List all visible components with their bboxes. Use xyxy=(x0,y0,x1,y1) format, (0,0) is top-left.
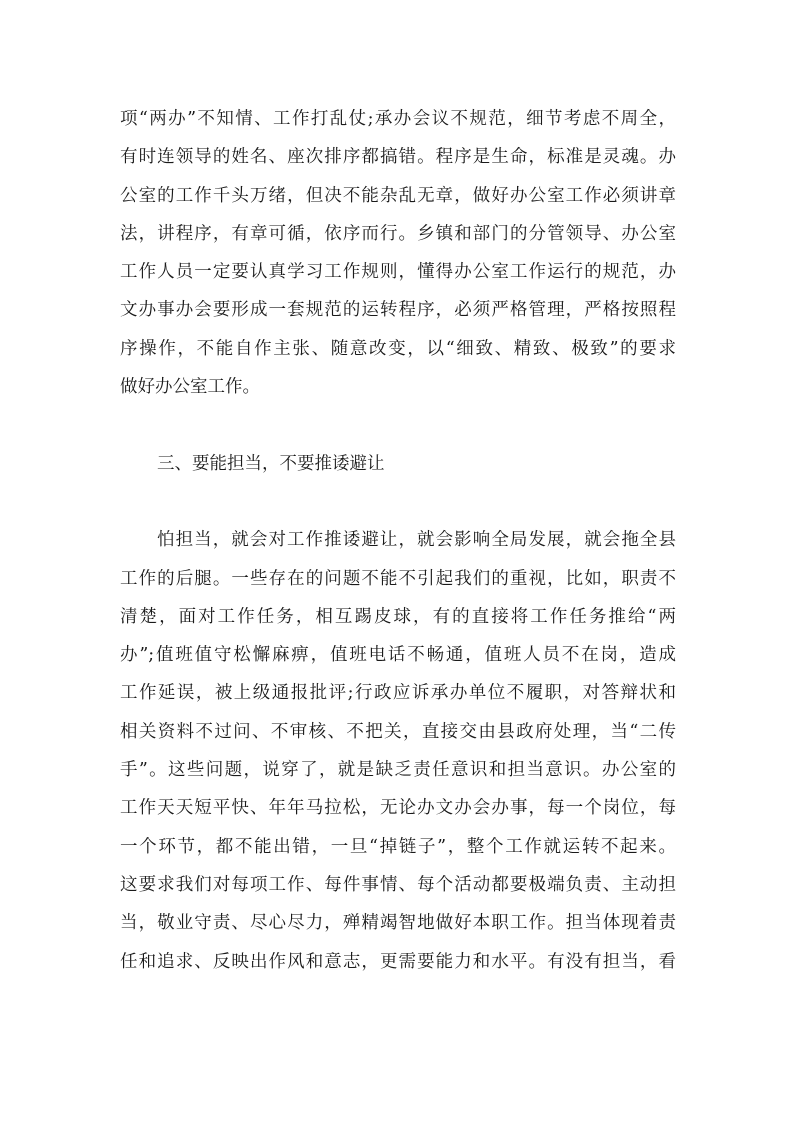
text-line: 相关资料不过问、不审核、不把关，直接交由县政府处理，当“二传 xyxy=(120,721,676,742)
text-line: 序操作，不能自作主张、随意改变，以“细致、精致、极致”的要求 xyxy=(120,338,676,359)
text-line: 法，讲程序，有章可循，依序而行。乡镇和部门的分管领导、办公室 xyxy=(120,223,676,244)
text-line: 清楚，面对工作任务，相互踢皮球，有的直接将工作任务推给“两 xyxy=(120,606,676,627)
text-line: 有时连领导的姓名、座次排序都搞错。程序是生命，标准是灵魂。办 xyxy=(120,147,676,168)
section-heading: 三、要能担当，不要推诿避让 xyxy=(157,453,385,474)
text-line: 手”。这些问题，说穿了，就是缺乏责任意识和担当意识。办公室的 xyxy=(120,760,676,781)
paragraph-gap xyxy=(120,483,676,521)
text-line: 怕担当，就会对工作推诿避让，就会影响全局发展，就会拖全县 xyxy=(157,530,676,551)
text-line: 工作人员一定要认真学习工作规则，懂得办公室工作运行的规范，办 xyxy=(120,262,676,283)
text-line: 公室的工作千头万绪，但决不能杂乱无章，做好办公室工作必须讲章 xyxy=(120,185,676,206)
document-body xyxy=(120,100,676,981)
text-line: 办”;值班值守松懈麻痹，值班电话不畅通，值班人员不在岗，造成 xyxy=(120,645,676,666)
text-line: 当，敬业守责、尽心尽力，殚精竭智地做好本职工作。担当体现着责 xyxy=(120,913,676,934)
paragraph-gap xyxy=(120,406,676,444)
text-line: 文办事办会要形成一套规范的运转程序，必须严格管理，严格按照程 xyxy=(120,300,676,321)
text-line: 这要求我们对每项工作、每件事情、每个活动都要极端负责、主动担 xyxy=(120,874,676,895)
text-line: 做好办公室工作。 xyxy=(120,377,260,398)
text-line: 工作天天短平快、年年马拉松，无论办文办会办事，每一个岗位，每 xyxy=(120,798,676,819)
text-line: 工作的后腿。一些存在的问题不能不引起我们的重视，比如，职责不 xyxy=(120,568,676,589)
text-line: 项“两办”不知情、工作打乱仗;承办会议不规范，细节考虑不周全， xyxy=(120,109,676,129)
text-line: 一个环节，都不能出错，一旦“掉链子”，整个工作就运转不起来。 xyxy=(120,836,676,857)
text-line: 工作延误，被上级通报批评;行政应诉承办单位不履职，对答辩状和 xyxy=(120,683,676,704)
text-line: 任和追求、反映出作风和意志，更需要能力和水平。有没有担当，看 xyxy=(120,951,676,972)
